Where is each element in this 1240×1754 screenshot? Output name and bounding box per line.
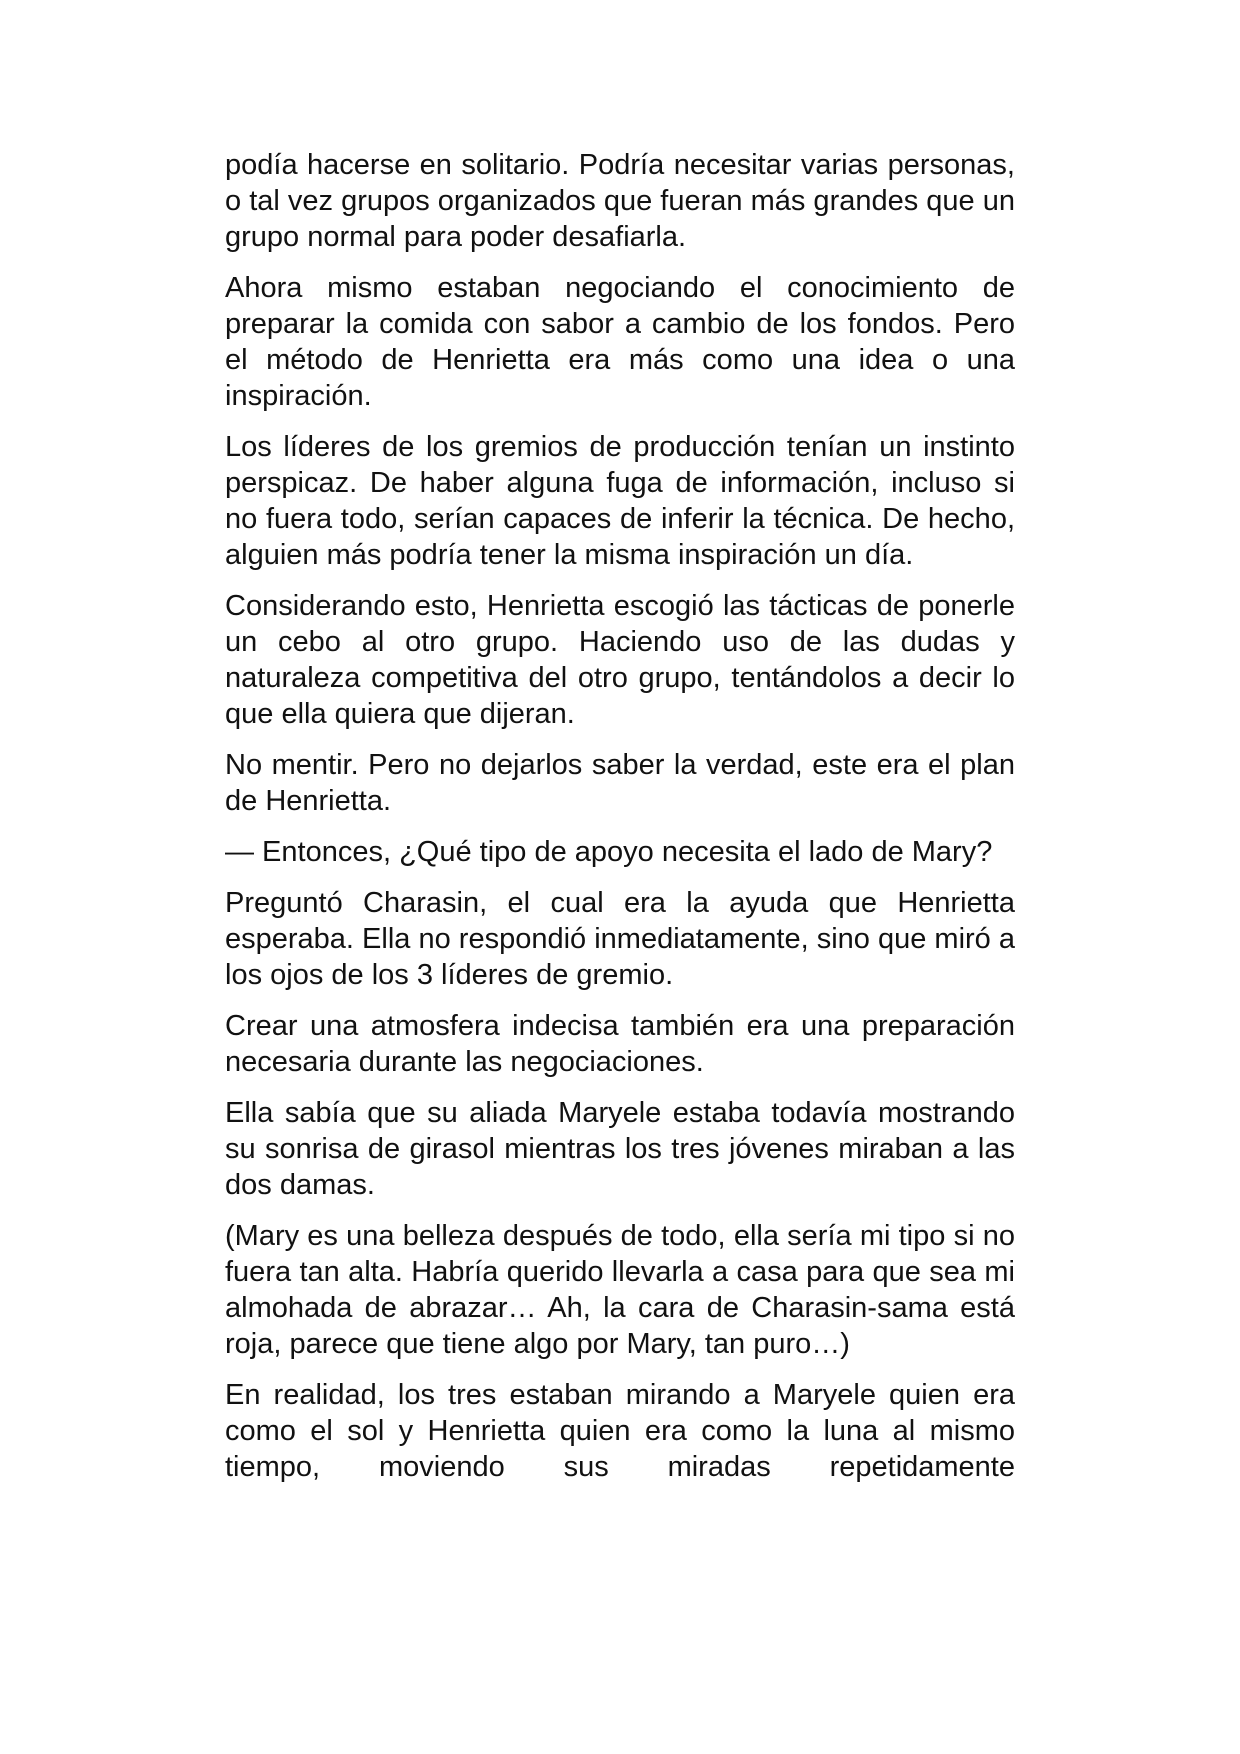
paragraph: Los líderes de los gremios de producción tenían un instinto perspicaz. De haber alguna fuga de información, incluso si no fuera todo, serían capaces de inferir la técnica. De hecho, alguien más podría tener la misma inspiración un día. <box>225 431 1015 571</box>
dialogue-line: — Entonces, ¿Qué tipo de apoyo necesita el lado de Mary? <box>225 836 993 868</box>
paragraph: Crear una atmosfera indecisa también era una preparación necesaria durante las negociaciones. <box>225 1010 1015 1078</box>
paragraph: Ahora mismo estaban negociando el conocimiento de preparar la comida con sabor a cambio de los fondos. Pero el método de Henrietta era más como una idea o una inspiración. <box>225 272 1015 412</box>
inner-monologue: (Mary es una belleza después de todo, ella sería mi tipo si no fuera tan alta. Habría querido llevarla a casa para que sea mi almohada de abrazar… Ah, la cara de Charasin-sama está roja, parece que tiene algo por Mary, tan puro…) <box>225 1220 1015 1360</box>
paragraph: Considerando esto, Henrietta escogió las tácticas de ponerle un cebo al otro grupo. Haciendo uso de las dudas y naturaleza competitiva del otro grupo, tentándolos a decir lo que ella quiera que dijeran. <box>225 590 1015 730</box>
paragraph: En realidad, los tres estaban mirando a Maryele quien era como el sol y Henrietta quien era como la luna al mismo tiempo, moviendo sus miradas repetidamente <box>225 1379 1015 1483</box>
paragraph: Preguntó Charasin, el cual era la ayuda que Henrietta esperaba. Ella no respondió inmediatamente, sino que miró a los ojos de los 3 líderes de gremio. <box>225 887 1015 991</box>
paragraph: podía hacerse en solitario. Podría necesitar varias personas, o tal vez grupos organizados que fueran más grandes que un grupo normal para poder desafiarla. <box>225 149 1015 253</box>
paragraph: No mentir. Pero no dejarlos saber la verdad, este era el plan de Henrietta. <box>225 749 1015 817</box>
paragraph: Ella sabía que su aliada Maryele estaba todavía mostrando su sonrisa de girasol mientras los tres jóvenes miraban a las dos damas. <box>225 1097 1015 1201</box>
body-text <box>225 147 1015 1500</box>
